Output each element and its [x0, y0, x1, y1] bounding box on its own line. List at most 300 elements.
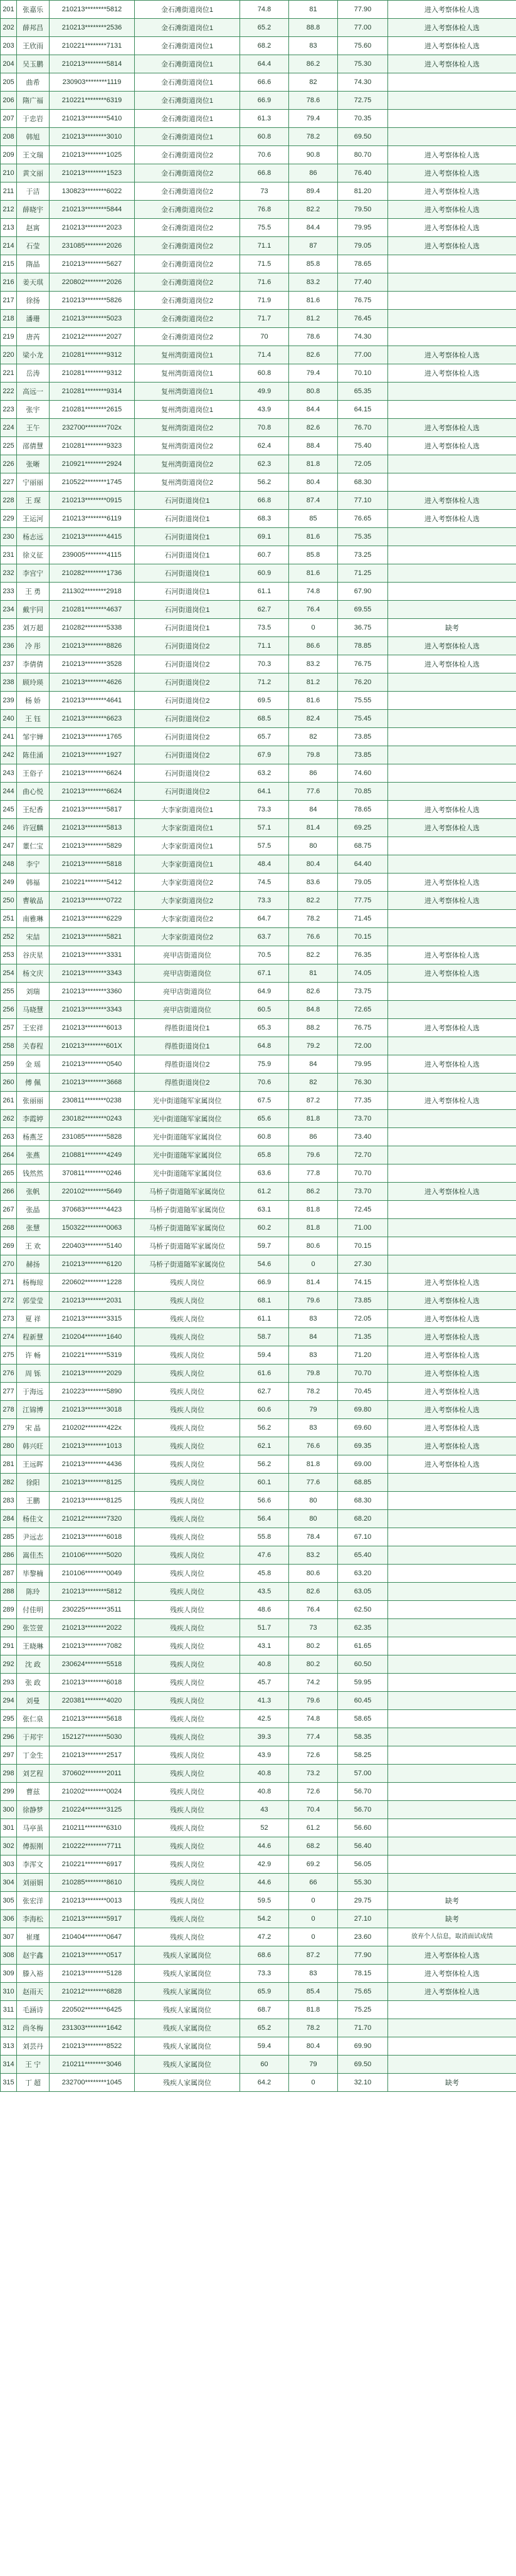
total-score-cell: 76.20: [338, 673, 388, 692]
position-cell: 石河街道岗位1: [135, 510, 240, 528]
note-cell: [388, 1637, 516, 1655]
id-number-cell: 210213********5844: [50, 201, 135, 219]
row-number-cell: 243: [1, 764, 17, 783]
interview-score-cell: 84.4: [289, 401, 338, 419]
table-row: [1, 73, 516, 92]
total-score-cell: 27.30: [338, 1255, 388, 1274]
position-cell: 马桥子街道随军家属岗位: [135, 1219, 240, 1237]
written-score-cell: 66.8: [240, 164, 289, 182]
written-score-cell: 61.3: [240, 110, 289, 128]
name-cell: 杨 娇: [17, 692, 50, 710]
name-cell: 韩兴旺: [17, 1437, 50, 1455]
id-number-cell: 210221********5412: [50, 874, 135, 892]
interview-score-cell: 85.8: [289, 546, 338, 564]
total-score-cell: 70.35: [338, 110, 388, 128]
id-number-cell: 210213********7082: [50, 1637, 135, 1655]
row-number-cell: 250: [1, 892, 17, 910]
position-cell: 复州湾街道岗位1: [135, 401, 240, 419]
name-cell: 许冠麟: [17, 819, 50, 837]
position-cell: 马桥子街道随军家属岗位: [135, 1183, 240, 1201]
position-cell: 残疾人岗位: [135, 1728, 240, 1746]
row-number-cell: 240: [1, 710, 17, 728]
total-score-cell: 69.90: [338, 2037, 388, 2056]
table-row: [1, 1983, 516, 2001]
table-row: [1, 1437, 516, 1455]
table-row: [1, 1001, 516, 1019]
row-number-cell: 305: [1, 1892, 17, 1910]
note-cell: [388, 1765, 516, 1783]
row-number-cell: 276: [1, 1365, 17, 1383]
total-score-cell: 76.30: [338, 1074, 388, 1092]
name-cell: 隋晶: [17, 255, 50, 273]
position-cell: 金石滩街道岗位1: [135, 37, 240, 55]
id-number-cell: 230811********0238: [50, 1092, 135, 1110]
total-score-cell: 68.30: [338, 1492, 388, 1510]
total-score-cell: 56.70: [338, 1801, 388, 1819]
written-score-cell: 68.1: [240, 1292, 289, 1310]
position-cell: 复州湾街道岗位2: [135, 473, 240, 492]
interview-score-cell: 0: [289, 1892, 338, 1910]
id-number-cell: 230225********3511: [50, 1601, 135, 1619]
row-number-cell: 266: [1, 1183, 17, 1201]
position-cell: 复州湾街道岗位2: [135, 455, 240, 473]
table-row: [1, 510, 516, 528]
id-number-cell: 210202********422x: [50, 1419, 135, 1437]
interview-score-cell: 73: [289, 1619, 338, 1637]
position-cell: 残疾人岗位: [135, 1674, 240, 1692]
row-number-cell: 274: [1, 1328, 17, 1346]
note-cell: 进入考察体检人选: [388, 1946, 516, 1965]
interview-score-cell: 69.2: [289, 1855, 338, 1874]
total-score-cell: 70.70: [338, 1365, 388, 1383]
total-score-cell: 65.35: [338, 383, 388, 401]
position-cell: 金石滩街道岗位1: [135, 128, 240, 146]
table-row: [1, 1946, 516, 1965]
position-cell: 石河街道岗位2: [135, 692, 240, 710]
total-score-cell: 58.25: [338, 1746, 388, 1765]
note-cell: 进入考察体检人选: [388, 219, 516, 237]
written-score-cell: 57.5: [240, 837, 289, 855]
row-number-cell: 207: [1, 110, 17, 128]
written-score-cell: 71.5: [240, 255, 289, 273]
table-row: [1, 1746, 516, 1765]
written-score-cell: 67.9: [240, 746, 289, 764]
position-cell: 残疾人岗位: [135, 1765, 240, 1783]
id-number-cell: 210213********2536: [50, 19, 135, 37]
position-cell: 金石滩街道岗位2: [135, 237, 240, 255]
total-score-cell: 72.75: [338, 92, 388, 110]
note-cell: 进入考察体检人选: [388, 819, 516, 837]
position-cell: 复州湾街道岗位1: [135, 346, 240, 364]
table-row: [1, 1455, 516, 1474]
id-number-cell: 370811********0246: [50, 1164, 135, 1183]
total-score-cell: 78.65: [338, 255, 388, 273]
table-row: [1, 1401, 516, 1419]
table-row: [1, 637, 516, 655]
note-cell: [388, 837, 516, 855]
note-cell: [388, 1037, 516, 1055]
note-cell: 进入考察体检人选: [388, 510, 516, 528]
interview-score-cell: 83.2: [289, 273, 338, 292]
row-number-cell: 236: [1, 637, 17, 655]
table-row: [1, 1, 516, 19]
row-number-cell: 272: [1, 1292, 17, 1310]
row-number-cell: 208: [1, 128, 17, 146]
position-cell: 石河街道岗位2: [135, 783, 240, 801]
total-score-cell: 76.75: [338, 655, 388, 673]
id-number-cell: 210213********5813: [50, 819, 135, 837]
row-number-cell: 308: [1, 1946, 17, 1965]
position-cell: 金石滩街道岗位2: [135, 292, 240, 310]
interview-score-cell: 78.6: [289, 328, 338, 346]
name-cell: 王 欢: [17, 1237, 50, 1255]
total-score-cell: 75.55: [338, 692, 388, 710]
interview-score-cell: 79: [289, 2056, 338, 2074]
written-score-cell: 63.6: [240, 1164, 289, 1183]
note-cell: 进入考察体检人选: [388, 419, 516, 437]
row-number-cell: 255: [1, 983, 17, 1001]
interview-score-cell: 83: [289, 1965, 338, 1983]
position-cell: 残疾人岗位: [135, 1437, 240, 1455]
name-cell: 王远晖: [17, 1455, 50, 1474]
total-score-cell: 71.70: [338, 2019, 388, 2037]
written-score-cell: 71.7: [240, 310, 289, 328]
position-cell: 残疾人岗位: [135, 1455, 240, 1474]
name-cell: 宋 晶: [17, 1419, 50, 1437]
name-cell: 金 瑶: [17, 1055, 50, 1074]
id-number-cell: 210212********6828: [50, 1983, 135, 2001]
name-cell: 于洁: [17, 182, 50, 201]
total-score-cell: 74.15: [338, 1274, 388, 1292]
row-number-cell: 315: [1, 2074, 17, 2092]
row-number-cell: 239: [1, 692, 17, 710]
table-row: [1, 1855, 516, 1874]
name-cell: 嵩佳杰: [17, 1546, 50, 1565]
id-number-cell: 210213********3360: [50, 983, 135, 1001]
interview-score-cell: 82.2: [289, 946, 338, 964]
id-number-cell: 210213********6013: [50, 1019, 135, 1037]
written-score-cell: 73.5: [240, 619, 289, 637]
note-cell: [388, 2019, 516, 2037]
position-cell: 石河街道岗位1: [135, 564, 240, 583]
written-score-cell: 59.4: [240, 1346, 289, 1365]
name-cell: 王 宁: [17, 2056, 50, 2074]
written-score-cell: 43: [240, 1801, 289, 1819]
row-number-cell: 248: [1, 855, 17, 874]
id-number-cell: 210213********3668: [50, 1074, 135, 1092]
table-row: [1, 1783, 516, 1801]
position-cell: 复州湾街道岗位2: [135, 437, 240, 455]
note-cell: 进入考察体检人选: [388, 1019, 516, 1037]
id-number-cell: 210213********0915: [50, 492, 135, 510]
interview-score-cell: 0: [289, 1910, 338, 1928]
name-cell: 尚冬梅: [17, 2019, 50, 2037]
row-number-cell: 221: [1, 364, 17, 383]
note-cell: 进入考察体检人选: [388, 1983, 516, 2001]
table-row: [1, 1074, 516, 1092]
id-number-cell: 210213********6018: [50, 1528, 135, 1546]
interview-score-cell: 82.6: [289, 1583, 338, 1601]
table-row: [1, 655, 516, 673]
written-score-cell: 66.8: [240, 492, 289, 510]
interview-score-cell: 82: [289, 73, 338, 92]
total-score-cell: 75.65: [338, 1983, 388, 2001]
written-score-cell: 56.4: [240, 1510, 289, 1528]
name-cell: 吴玉鹏: [17, 55, 50, 73]
interview-score-cell: 77.6: [289, 783, 338, 801]
position-cell: 石河街道岗位2: [135, 764, 240, 783]
interview-score-cell: 80.4: [289, 473, 338, 492]
total-score-cell: 71.25: [338, 564, 388, 583]
id-number-cell: 232700********1045: [50, 2074, 135, 2092]
name-cell: 刘万超: [17, 619, 50, 637]
table-row: [1, 310, 516, 328]
row-number-cell: 228: [1, 492, 17, 510]
position-cell: 金石滩街道岗位1: [135, 92, 240, 110]
position-cell: 光中街道随军家属岗位: [135, 1110, 240, 1128]
name-cell: 崔瑾: [17, 1928, 50, 1946]
row-number-cell: 222: [1, 383, 17, 401]
position-cell: 残疾人岗位: [135, 1546, 240, 1565]
name-cell: 王 琛: [17, 492, 50, 510]
total-score-cell: 62.50: [338, 1601, 388, 1619]
total-score-cell: 61.65: [338, 1637, 388, 1655]
row-number-cell: 302: [1, 1837, 17, 1855]
row-number-cell: 270: [1, 1255, 17, 1274]
name-cell: 张仁泉: [17, 1710, 50, 1728]
total-score-cell: 75.25: [338, 2001, 388, 2019]
table-row: [1, 1674, 516, 1692]
note-cell: [388, 455, 516, 473]
table-row: [1, 946, 516, 964]
position-cell: 残疾人岗位: [135, 1746, 240, 1765]
id-number-cell: 232700********702x: [50, 419, 135, 437]
note-cell: [388, 1201, 516, 1219]
row-number-cell: 215: [1, 255, 17, 273]
note-cell: [388, 92, 516, 110]
table-row: [1, 1146, 516, 1164]
written-score-cell: 57.1: [240, 819, 289, 837]
note-cell: [388, 255, 516, 273]
total-score-cell: 60.50: [338, 1655, 388, 1674]
written-score-cell: 71.4: [240, 346, 289, 364]
name-cell: 尹远志: [17, 1528, 50, 1546]
table-row: [1, 273, 516, 292]
interview-score-cell: 81.2: [289, 310, 338, 328]
name-cell: 杨佳文: [17, 1510, 50, 1528]
table-row: [1, 2019, 516, 2037]
id-number-cell: 150322********0063: [50, 1219, 135, 1237]
id-number-cell: 210213********8125: [50, 1492, 135, 1510]
id-number-cell: 210213********6229: [50, 910, 135, 928]
row-number-cell: 213: [1, 219, 17, 237]
row-number-cell: 289: [1, 1601, 17, 1619]
row-number-cell: 217: [1, 292, 17, 310]
total-score-cell: 71.00: [338, 1219, 388, 1237]
name-cell: 张晶: [17, 1201, 50, 1219]
position-cell: 残疾人岗位: [135, 1819, 240, 1837]
row-number-cell: 241: [1, 728, 17, 746]
row-number-cell: 306: [1, 1910, 17, 1928]
interview-score-cell: 86: [289, 1128, 338, 1146]
note-cell: [388, 583, 516, 601]
total-score-cell: 69.50: [338, 128, 388, 146]
name-cell: 顾玲瑛: [17, 673, 50, 692]
note-cell: [388, 310, 516, 328]
table-row: [1, 1837, 516, 1855]
interview-score-cell: 81.4: [289, 1274, 338, 1292]
row-number-cell: 205: [1, 73, 17, 92]
id-number-cell: 210213********6624: [50, 764, 135, 783]
id-number-cell: 210213********5128: [50, 1965, 135, 1983]
table-row: [1, 855, 516, 874]
position-cell: 残疾人岗位: [135, 1274, 240, 1292]
name-cell: 石莹: [17, 237, 50, 255]
table-row: [1, 710, 516, 728]
id-number-cell: 210213********601X: [50, 1037, 135, 1055]
row-number-cell: 218: [1, 310, 17, 328]
note-cell: [388, 928, 516, 946]
position-cell: 金石滩街道岗位2: [135, 310, 240, 328]
row-number-cell: 309: [1, 1965, 17, 1983]
id-number-cell: 370683********4423: [50, 1201, 135, 1219]
note-cell: [388, 783, 516, 801]
note-cell: 进入考察体检人选: [388, 182, 516, 201]
written-score-cell: 68.6: [240, 1946, 289, 1965]
total-score-cell: 76.75: [338, 292, 388, 310]
name-cell: 高远一: [17, 383, 50, 401]
name-cell: 马晓慧: [17, 1001, 50, 1019]
table-row: [1, 2056, 516, 2074]
total-score-cell: 79.95: [338, 1055, 388, 1074]
table-row: [1, 2001, 516, 2019]
name-cell: 李海松: [17, 1910, 50, 1928]
total-score-cell: 64.40: [338, 855, 388, 874]
interview-score-cell: 84.4: [289, 219, 338, 237]
total-score-cell: 81.20: [338, 182, 388, 201]
row-number-cell: 253: [1, 946, 17, 964]
note-cell: [388, 1565, 516, 1583]
name-cell: 杨燕芝: [17, 1128, 50, 1146]
interview-score-cell: 80.6: [289, 1565, 338, 1583]
id-number-cell: 220502********6425: [50, 2001, 135, 2019]
id-number-cell: 210213********3343: [50, 964, 135, 983]
id-number-cell: 210211********6310: [50, 1819, 135, 1837]
total-score-cell: 76.40: [338, 164, 388, 182]
id-number-cell: 210223********5890: [50, 1383, 135, 1401]
interview-score-cell: 86.2: [289, 1183, 338, 1201]
note-cell: [388, 1783, 516, 1801]
total-score-cell: 71.20: [338, 1346, 388, 1365]
interview-score-cell: 82.2: [289, 892, 338, 910]
written-score-cell: 62.7: [240, 601, 289, 619]
interview-score-cell: 79.4: [289, 110, 338, 128]
note-cell: [388, 1546, 516, 1565]
note-cell: [388, 1601, 516, 1619]
interview-score-cell: 77.6: [289, 1474, 338, 1492]
id-number-cell: 210221********7131: [50, 37, 135, 55]
total-score-cell: 78.15: [338, 1965, 388, 1983]
written-score-cell: 47.6: [240, 1546, 289, 1565]
total-score-cell: 70.85: [338, 783, 388, 801]
row-number-cell: 231: [1, 546, 17, 564]
written-score-cell: 74.5: [240, 874, 289, 892]
interview-score-cell: 0: [289, 1928, 338, 1946]
total-score-cell: 73.85: [338, 1292, 388, 1310]
interview-score-cell: 87.4: [289, 492, 338, 510]
written-score-cell: 51.7: [240, 1619, 289, 1637]
position-cell: 大李家街道岗位2: [135, 892, 240, 910]
table-row: [1, 201, 516, 219]
total-score-cell: 78.65: [338, 801, 388, 819]
total-score-cell: 69.80: [338, 1401, 388, 1419]
name-cell: 杨志远: [17, 528, 50, 546]
row-number-cell: 234: [1, 601, 17, 619]
position-cell: 石河街道岗位2: [135, 746, 240, 764]
written-score-cell: 59.4: [240, 2037, 289, 2056]
row-number-cell: 202: [1, 19, 17, 37]
position-cell: 残疾人岗位: [135, 1637, 240, 1655]
id-number-cell: 210213********2029: [50, 1365, 135, 1383]
position-cell: 亮甲店街道岗位: [135, 964, 240, 983]
id-number-cell: 210881********4249: [50, 1146, 135, 1164]
table-row: [1, 1419, 516, 1437]
table-row: [1, 1655, 516, 1674]
written-score-cell: 43.1: [240, 1637, 289, 1655]
written-score-cell: 58.7: [240, 1328, 289, 1346]
position-cell: 马桥子街道随军家属岗位: [135, 1237, 240, 1255]
table-row: [1, 1037, 516, 1055]
row-number-cell: 219: [1, 328, 17, 346]
position-cell: 残疾人岗位: [135, 1565, 240, 1583]
row-number-cell: 264: [1, 1146, 17, 1164]
id-number-cell: 210213********2517: [50, 1746, 135, 1765]
id-number-cell: 210213********4641: [50, 692, 135, 710]
note-cell: [388, 728, 516, 746]
note-cell: 进入考察体检人选: [388, 1965, 516, 1983]
name-cell: 丁金生: [17, 1746, 50, 1765]
table-row: [1, 1928, 516, 1946]
written-score-cell: 67.1: [240, 964, 289, 983]
name-cell: 王 勇: [17, 583, 50, 601]
interview-score-cell: 80.6: [289, 1237, 338, 1255]
name-cell: 张丽丽: [17, 1092, 50, 1110]
id-number-cell: 210921********2924: [50, 455, 135, 473]
table-row: [1, 237, 516, 255]
table-row: [1, 401, 516, 419]
position-cell: 残疾人家属岗位: [135, 2037, 240, 2056]
written-score-cell: 73.3: [240, 892, 289, 910]
written-score-cell: 76.8: [240, 201, 289, 219]
row-number-cell: 304: [1, 1874, 17, 1892]
name-cell: 南雅琳: [17, 910, 50, 928]
note-cell: [388, 1528, 516, 1546]
id-number-cell: 210213********6119: [50, 510, 135, 528]
table-row: [1, 528, 516, 546]
note-cell: [388, 1510, 516, 1528]
table-row: [1, 146, 516, 164]
total-score-cell: 76.70: [338, 419, 388, 437]
position-cell: 大李家街道岗位1: [135, 819, 240, 837]
interview-score-cell: 79.4: [289, 364, 338, 383]
position-cell: 残疾人家属岗位: [135, 2056, 240, 2074]
total-score-cell: 72.05: [338, 455, 388, 473]
row-number-cell: 230: [1, 528, 17, 546]
position-cell: 残疾人岗位: [135, 1801, 240, 1819]
position-cell: 石河街道岗位1: [135, 601, 240, 619]
table-row: [1, 1055, 516, 1074]
note-cell: 放弃个人信息，取消面试成绩: [388, 1928, 516, 1946]
